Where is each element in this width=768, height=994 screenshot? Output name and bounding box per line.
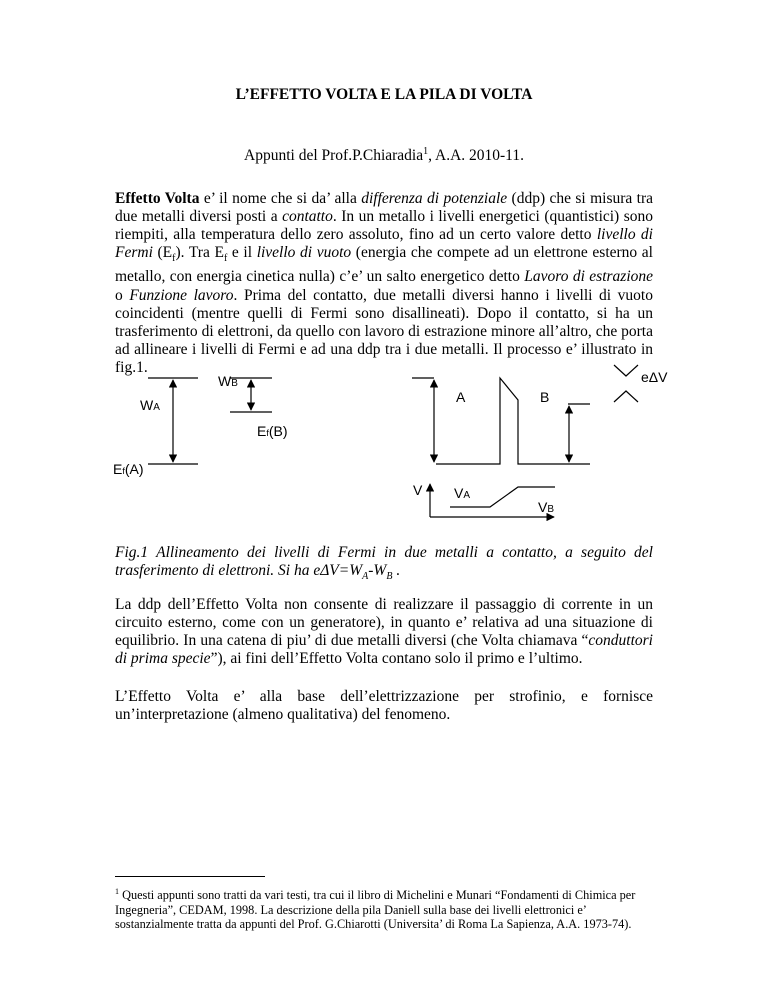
caption-text: Fig.1 Allineamento dei livelli di Fermi in due metalli a contatto, a seguito del trasferimento di elettroni. Si ha eΔV=W: [115, 544, 653, 580]
footnote-text: Questi appunti sono tratti da vari testi, tra cui il libro di Michelini e Munari “Fondamenti di Chimica per Ingegneria”, CEDAM, 1998. La descrizione della pila Daniell sulla base dei livelli elettronici e’ sostanzialmente tratta da appunti del Prof. G.Chiarotti (Universita’ di Roma La Sapienza, A.A. 1973-74).: [115, 888, 636, 932]
subscript: A: [362, 571, 369, 583]
text-run: (ddp) che si misura tra due metalli diversi posti a: [115, 190, 653, 226]
label-edv: eΔV: [641, 369, 668, 385]
subscript: f: [172, 253, 176, 265]
footnote: [115, 885, 653, 932]
paragraph-ddp: [115, 596, 653, 668]
footnote-ref[interactable]: 1: [423, 146, 429, 157]
footnote-number: 1: [115, 887, 119, 896]
text-run: (energia che compete ad un elettrone esterno al metallo, con energia cinetica nulla) c’e’ un salto energetico detto: [115, 244, 653, 286]
term-effetto-volta: Effetto Volta: [115, 190, 200, 207]
text-run: e il: [227, 244, 257, 262]
label-v-axis: V: [413, 482, 423, 498]
label-vb: VB: [538, 499, 555, 515]
term-livello-fermi: livello di Fermi: [115, 226, 653, 262]
subtitle-author: Appunti del Prof.P.Chiaradia: [244, 147, 424, 165]
paragraph-elettrizzazione: L’Effetto Volta e’ alla base dell’elettrizzazione per strofinio, e fornisce un’interpretazione (almeno qualitativa) del fenomeno.: [115, 688, 653, 724]
term-lavoro-estrazione: Lavoro di estrazione: [524, 268, 654, 286]
term-funzione-lavoro: Funzione lavoro: [129, 286, 234, 304]
footnote-divider: [115, 876, 265, 877]
contact-junction: [436, 378, 550, 464]
subscript: B: [386, 571, 393, 583]
text-run: ”), ai fini dell’Effetto Volta contano solo il primo e l’ultimo.: [210, 650, 583, 668]
text-run: (E: [152, 244, 173, 262]
label-wb: WB: [218, 373, 238, 389]
label-wa: WA: [140, 397, 160, 413]
term-livello-vuoto: livello di vuoto: [256, 244, 352, 262]
label-metal-a: A: [456, 389, 466, 405]
text-run: o: [115, 286, 130, 304]
label-ef-a: Ef(A): [113, 461, 144, 477]
label-va: VA: [454, 485, 471, 501]
term-ddp: differenza di potenziale: [361, 190, 508, 207]
term-contatto: contatto: [282, 208, 333, 226]
subtitle-year: , A.A. 2010-11.: [428, 147, 524, 165]
caption-text: .: [392, 562, 401, 580]
edv-marker-top: [614, 365, 638, 376]
figure-caption: [115, 544, 653, 586]
text-run: La ddp dell’Effetto Volta non consente di realizzare il passaggio di corrente in un circuito esterno, come con un generatore), in quanto e’ relativa ad una situazione di equilibrio. In una catena di piu’ di due metalli diversi (che Volta chiamava “: [115, 596, 653, 650]
caption-text: -W: [368, 562, 387, 580]
text-run: ). Tra E: [175, 244, 224, 262]
edv-marker-bottom: [614, 391, 638, 402]
document-title: L’EFFETTO VOLTA E LA PILA DI VOLTA: [235, 86, 533, 103]
text-run: . In un metallo i livelli energetici (quantistici) sono riempiti, alla temperatura dello zero assoluto, fino ad un certo valore detto: [115, 208, 653, 244]
term-conduttori: conduttori di prima specie: [115, 632, 653, 668]
label-metal-b: B: [540, 389, 550, 405]
text-run: . Prima del contatto, due metalli diversi hanno i livelli di vuoto coincidenti (mentre quelli di Fermi sono disallineati). Dopo il contatto, si ha un trasferimento di elettroni, da quello con lavoro di estrazione minore all’altro, che porta ad allineare i livelli di Fermi e ad una ddp tra i due metalli. Il processo e’ illustrato in fig.1.: [115, 286, 653, 376]
subscript: f: [223, 253, 228, 265]
text-run: e’ il nome che si da’ alla: [199, 190, 362, 207]
label-ef-b: Ef(B): [257, 423, 288, 439]
